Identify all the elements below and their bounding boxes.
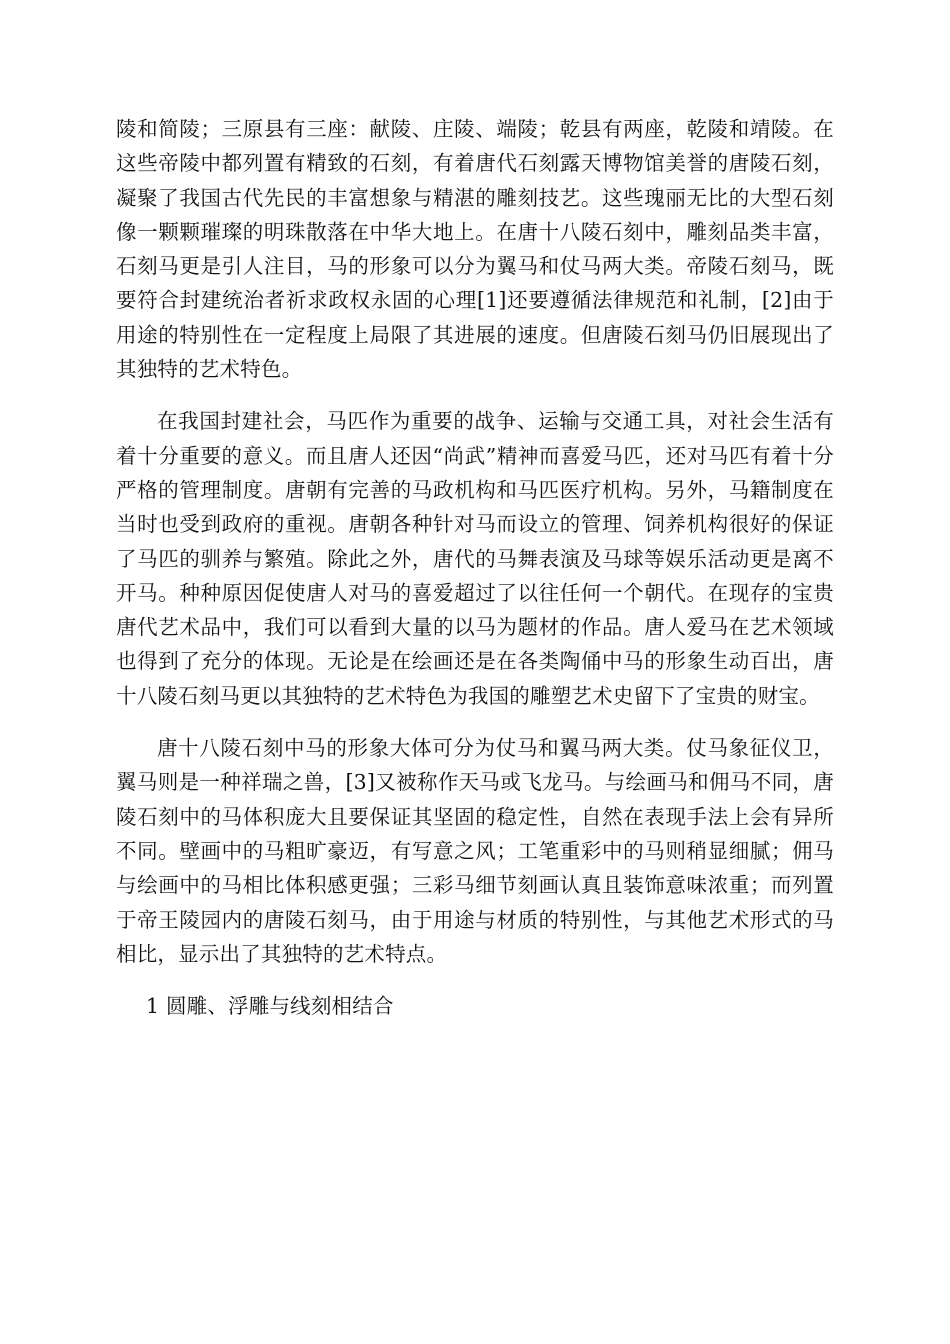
section-heading: 1 圆雕、浮雕与线刻相结合 [146,994,394,1019]
document-page [116,112,834,1023]
paragraph-1: 陵和简陵；三原县有三座：献陵、庄陵、端陵；乾县有两座，乾陵和靖陵。在这些帝陵中都列置有精致的石刻，有着唐代石刻露天博物馆美誉的唐陵石刻，凝聚了我国古代先民的丰富想象与精湛的雕刻技艺。这些瑰丽无比的大型石刻像一颗颗璀璨的明珠散落在中华大地上。在唐十八陵石刻中，雕刻品类丰富，石刻马更是引人注目，马的形象可以分为翼马和仗马两大类。帝陵石刻马，既要符合封建统治者祈求政权永固的心理[1]还要遵循法律规范和礼制，[2]由于用途的特别性在一定程度上局限了其进展的速度。但唐陵石刻马仍旧展现出了其独特的艺术特色。 [116,117,834,382]
paragraph-2: 在我国封建社会，马匹作为重要的战争、运输与交通工具，对社会生活有着十分重要的意义。而且唐人还因“尚武”精神而喜爱马匹，还对马匹有着十分严格的管理制度。唐朝有完善的马政机构和马匹医疗机构。另外，马籍制度在当时也受到政府的重视。唐朝各种针对马而设立的管理、饲养机构很好的保证了马匹的驯养与繁殖。除此之外，唐代的马舞表演及马球等娱乐活动更是离不开马。种种原因促使唐人对马的喜爱超过了以往任何一个朝代。在现存的宝贵唐代艺术品中，我们可以看到大量的以马为题材的作品。唐人爱马在艺术领域也得到了充分的体现。无论是在绘画还是在各类陶俑中马的形象生动百出，唐十八陵石刻马更以其独特的艺术特色为我国的雕塑艺术史留下了宝贵的财宝。 [116,409,834,708]
paragraph-3: 唐十八陵石刻中马的形象大体可分为仗马和翼马两大类。仗马象征仪卫，翼马则是一种祥瑞之兽，[3]又被称作天马或飞龙马。与绘画马和佣马不同，唐陵石刻中的马体积庞大且要保证其坚固的稳定性，自然在表现手法上会有异所不同。壁画中的马粗旷豪迈，有写意之风；工笔重彩中的马则稍显细腻；佣马与绘画中的马相比体积感更强；三彩马细节刻画认真且装饰意味浓重；而列置于帝王陵园内的唐陵石刻马，由于用途与材质的特别性，与其他艺术形式的马相比，显示出了其独特的艺术特点。 [116,736,834,966]
